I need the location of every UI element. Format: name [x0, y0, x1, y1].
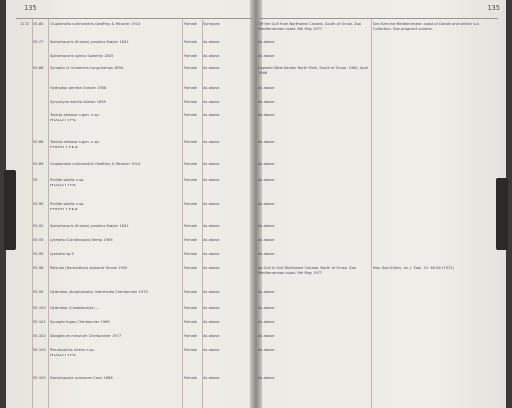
ledger-row	[0, 40, 512, 50]
ledger-cell-sex: Female	[184, 140, 197, 144]
ledger-cell-site: As above	[258, 86, 275, 90]
ledger-cell-sex: Female	[184, 54, 197, 58]
ledger-cell-loc: As above	[203, 202, 220, 206]
ledger-cell-site: As above	[258, 376, 275, 380]
ledger-cell-loc: As above	[203, 162, 220, 166]
ledger-cell-reg: 55-101	[33, 320, 46, 324]
ledger-cell-site: As Gulf in Gulf Northwest Canada, North of Oruse. Zoo Mediterranean coast. 9th May 1977	[258, 266, 357, 275]
ledger-row	[0, 22, 512, 32]
ledger-cell-site: As above	[258, 238, 275, 242]
ledger-cell-taxon: Siboglinum minutum Cherbonnier 1977	[50, 334, 122, 338]
ledger-cell-reg: 55-98	[33, 266, 44, 270]
ledger-row	[0, 113, 512, 123]
ledger-row	[0, 334, 512, 344]
ledger-cell-taxon: Spirontocaris spinus Sowerby 1805	[50, 54, 114, 58]
ledger-cell-loc: As above	[203, 320, 220, 324]
right-header-rule	[258, 18, 498, 19]
ledger-cell-loc: As above	[203, 238, 220, 242]
ledger-cell-loc: As above	[203, 224, 220, 228]
ledger-cell-sex: Female	[184, 376, 197, 380]
ledger-cell-loc: As above	[203, 66, 220, 70]
ledger-row	[0, 252, 512, 262]
ledger-cell-reg: 55-88	[33, 140, 44, 144]
ledger-cell-loc: Syntypes	[203, 22, 220, 26]
ledger-cell-taxon: Tonicia zebrosa n.gen. n.sp.	[50, 140, 100, 144]
ledger-cell-loc: As above	[203, 376, 220, 380]
ledger-cell-taxon: Dactylopusia comosum Canu 1888	[50, 376, 113, 380]
type-status-label: HOLOTYPE	[50, 119, 77, 123]
ledger-cell-reg: 55	[33, 178, 38, 182]
ledger-row	[0, 266, 512, 276]
ledger-cell-sex: Female	[184, 306, 197, 310]
ledger-cell-site: As above	[258, 252, 275, 256]
ledger-row	[0, 140, 512, 150]
ledger-cell-taxon: Syncoryne eximia Allman 1859	[50, 100, 106, 104]
ledger-row	[0, 54, 512, 64]
ledger-cell-reg: 55-77	[33, 40, 44, 44]
ledger-row	[0, 306, 512, 316]
ledger-cell-site: Uppesta West Kanbin North Pinik, South of Oruse. 1960, April 1966	[258, 66, 369, 75]
ledger-cell-reg: 55-100	[33, 306, 46, 310]
ledger-cell-sex: Female	[184, 320, 197, 324]
ledger-row	[0, 224, 512, 234]
ledger-cell-sex: Female	[184, 22, 197, 26]
ledger-cell-loc: As above	[203, 54, 220, 58]
type-status-label: PARATYPES	[50, 208, 78, 212]
ledger-row	[0, 290, 512, 300]
right-page-number: 135	[487, 4, 500, 12]
ledger-cell-taxon: Spirontocaris (Eualus) pusiolus Krøyer 1841	[50, 40, 129, 44]
ledger-cell-sex: Female	[184, 290, 197, 294]
ledger-cell-remarks: Rep. Ben-Eliahu, Isr. J. Zool. 21: 65-80 (1972)	[373, 266, 454, 270]
ledger-cell-taxon: Synapta cf. inhaerens Longchamps 1894	[50, 66, 124, 70]
ledger-cell-sex: Female	[184, 86, 197, 90]
ledger-row	[0, 348, 512, 358]
ledger-cell-reg: 55-89	[33, 162, 44, 166]
ledger-cell-loc: As above	[203, 178, 220, 182]
ledger-row	[0, 376, 512, 386]
ledger-cell-taxon: Lysmata sp.3	[50, 252, 74, 256]
ledger-row	[0, 238, 512, 248]
type-status-label: HOLOTYPE	[50, 354, 77, 358]
ledger-row	[0, 202, 512, 212]
ledger-cell-sex: Female	[184, 40, 197, 44]
ledger-cell-sex: Female	[184, 238, 197, 242]
ledger-cell-reg: 55-102	[33, 334, 46, 338]
ledger-cell-sex: Female	[184, 113, 197, 117]
ledger-cell-taxon: Tonicia zebrosa n.gen. n.sp.	[50, 113, 100, 117]
ledger-cell-sex: Female	[184, 100, 197, 104]
ledger-row	[0, 86, 512, 96]
ledger-cell-site: As above	[258, 306, 275, 310]
ledger-cell-sex: Female	[184, 162, 197, 166]
ledger-cell-site: As above	[258, 334, 275, 338]
left-page-number: 135	[24, 4, 37, 12]
ledger-cell-loc: As above	[203, 113, 220, 117]
ledger-cell-sex: Female	[184, 252, 197, 256]
ledger-cell-sex: Female	[184, 266, 197, 270]
ledger-cell-loc: As above	[203, 40, 220, 44]
ledger-cell-taxon: Prolida sobilis n.sp.	[50, 178, 85, 182]
ledger-cell-site: As above	[258, 54, 275, 58]
ledger-cell-taxon: Spirontocaris (Eualus) pusiolus Krøyer 1841	[50, 224, 129, 228]
left-header-rule	[16, 18, 252, 19]
ledger-cell-site: As above	[258, 162, 275, 166]
ledger-row	[0, 178, 512, 188]
ledger-cell-site: As above	[258, 348, 275, 352]
ledger-cell-loc: As above	[203, 86, 220, 90]
ledger-row	[0, 100, 512, 110]
ledger-row	[0, 320, 512, 330]
ledger-cell-loc: As above	[203, 334, 220, 338]
ledger-cell-site: As above	[258, 113, 275, 117]
type-status-label: PARATYPES	[50, 146, 78, 150]
ledger-cell-taxon: Prolida sobilis n.sp.	[50, 202, 85, 206]
ledger-cell-taxon: Hydrodoa (Cladodactyla) ...	[50, 306, 100, 310]
ledger-cell-site: Off the Gulf from Northwest Canada, South of Oruse. Zoo Mediterranean coast. 8th May 1977	[258, 22, 362, 31]
ledger-cell-site: As above	[258, 178, 275, 182]
ledger-cell-remarks: Sea Ezerche Mediterranean coast of Dorset and similar s.d. Collection. See pregnant volume.	[373, 22, 480, 31]
ledger-cell-sex: Female	[184, 224, 197, 228]
ledger-cell-site: As above	[258, 320, 275, 324]
ledger-cell-reg: 55-95	[33, 252, 44, 256]
ledger-cell-sex: Female	[184, 348, 197, 352]
ledger-cell-loc: As above	[203, 100, 220, 104]
ledger-cell-reg: 55-88	[33, 66, 44, 70]
ledger-row	[0, 162, 512, 172]
ledger-cell-loc: As above	[203, 252, 220, 256]
ledger-cell-taxon: Clupeonella cultriventris Geoffroy & Meunier 1914	[50, 22, 141, 26]
ledger-cell-taxon: Polynoe (Harmothoe) alphonsi Fauvel 1935	[50, 266, 128, 270]
ledger-cell-sex: Female	[184, 202, 197, 206]
ledger-cell-reg: 55-105	[33, 376, 46, 380]
ledger-cell-sex: Female	[184, 66, 197, 70]
type-status-label: HOLOTYPE	[50, 184, 77, 188]
ledger-cell-site: As above	[258, 290, 275, 294]
ledger-cell-num: 1172	[20, 22, 30, 26]
ledger-cell-site: As above	[258, 100, 275, 104]
ledger-cell-site: As above	[258, 224, 275, 228]
ledger-cell-taxon: Synapta fugax Cherbonnier 1969	[50, 320, 110, 324]
ledger-cell-taxon: Hydrodoa (Amphipholis) intermedia Cherbonnier 1970	[50, 290, 148, 294]
ledger-cell-taxon: Pleurocoelus nitens n.sp.	[50, 348, 95, 352]
ledger-cell-loc: As above	[203, 266, 220, 270]
ledger-cell-reg: 55-90	[33, 202, 44, 206]
ledger-cell-loc: As above	[203, 348, 220, 352]
ledger-cell-loc: As above	[203, 290, 220, 294]
ledger-cell-taxon: Lysmata (Caridinopsis) Kemp 1909	[50, 238, 113, 242]
ledger-cell-reg: 55-92	[33, 224, 44, 228]
ledger-cell-loc: As above	[203, 306, 220, 310]
ledger-cell-reg: 55-104	[33, 348, 46, 352]
ledger-cell-taxon: Clupeonella cultriventris Geoffroy & Meunier 1914	[50, 162, 141, 166]
ledger-cell-reg: 55-99	[33, 290, 44, 294]
ledger-cell-site: As above	[258, 202, 275, 206]
ledger-cell-site: As above	[258, 40, 275, 44]
ledger-cell-loc: As above	[203, 140, 220, 144]
ledger-cell-sex: Female	[184, 178, 197, 182]
ledger-cell-site: As above	[258, 140, 275, 144]
ledger-cell-sex: Female	[184, 334, 197, 338]
ledger-cell-reg: 55-93	[33, 238, 44, 242]
ledger-cell-taxon: Hydrodoa gerreta Gravier 1908	[50, 86, 107, 90]
ledger-cell-reg: 55-80	[33, 22, 44, 26]
ledger-row	[0, 66, 512, 76]
